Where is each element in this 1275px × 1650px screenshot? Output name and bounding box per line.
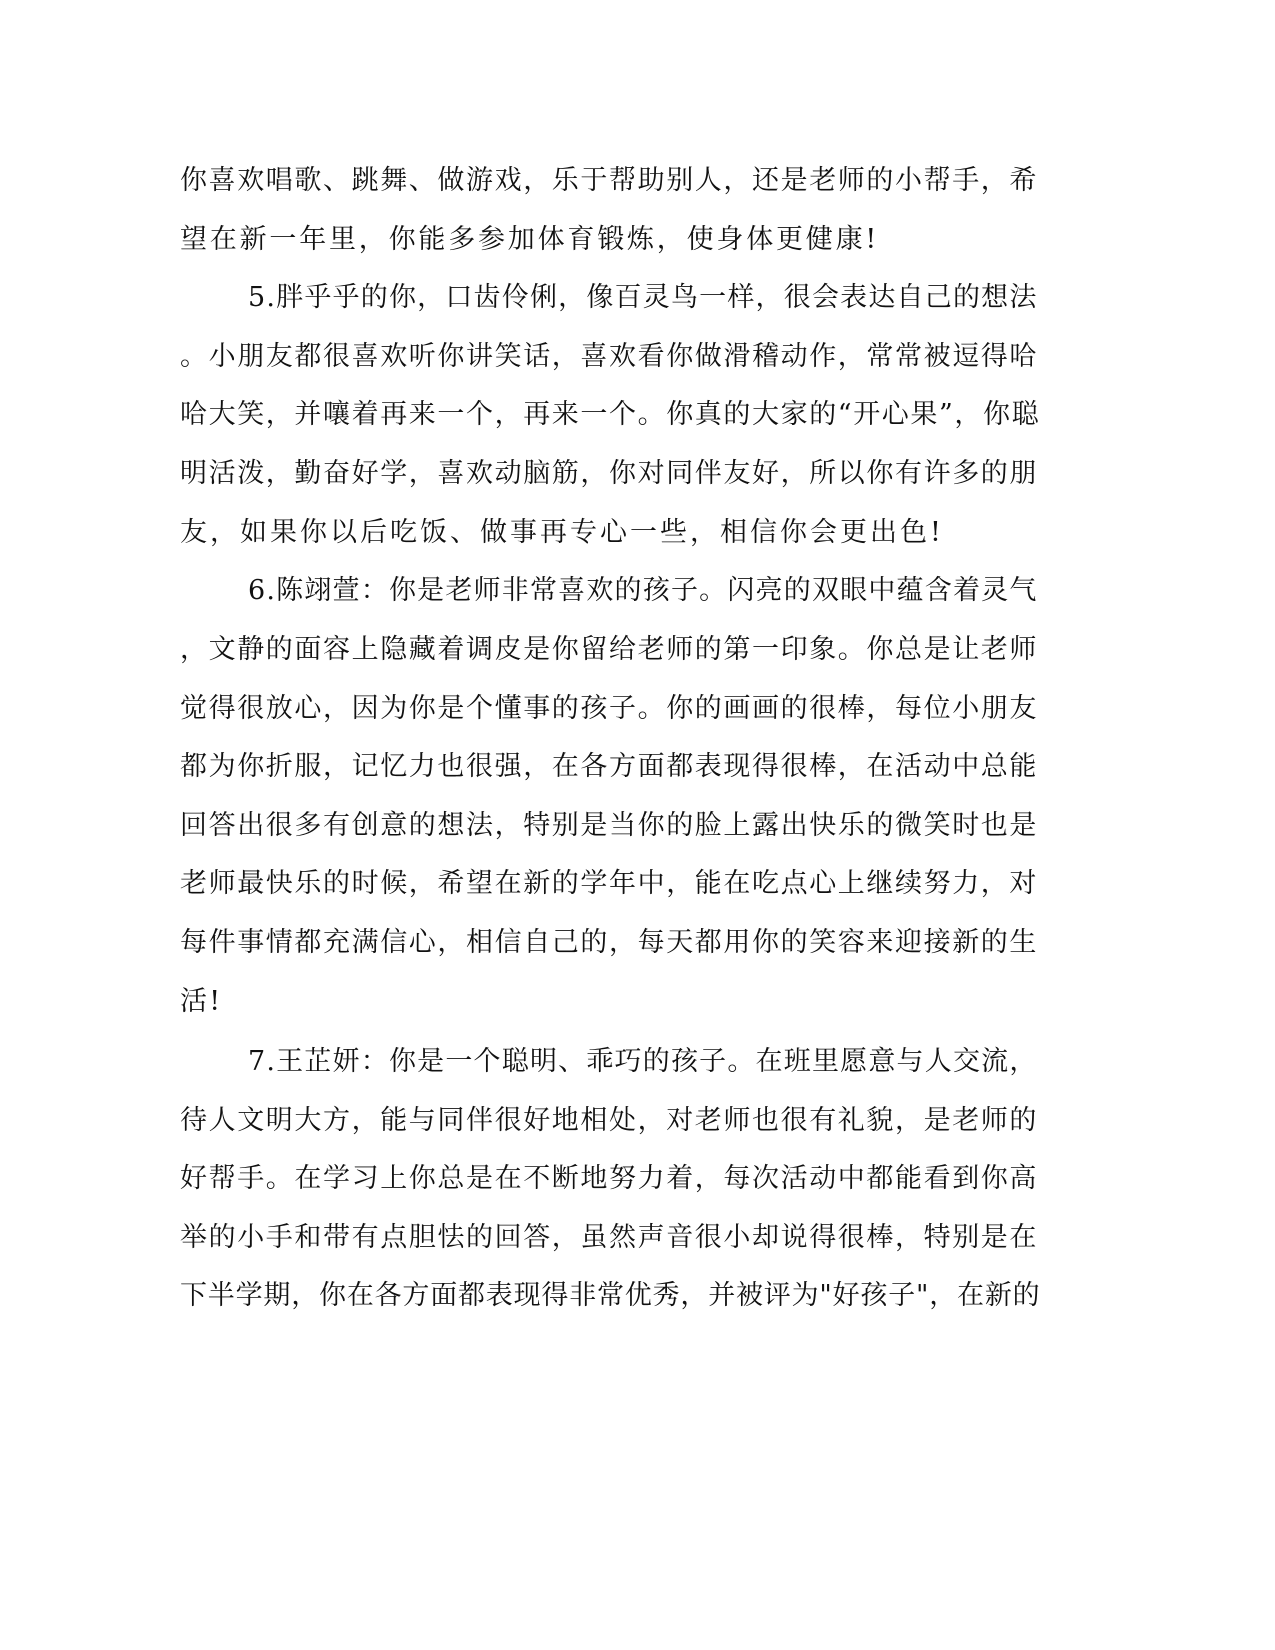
text-line: 。小朋友都很喜欢听你讲笑话，喜欢看你做滑稽动作，常常被逗得哈 <box>180 341 1038 372</box>
text-line: 5.胖乎乎的你，口齿伶俐，像百灵鸟一样，很会表达自己的想法 <box>248 282 1038 313</box>
text-line: 6.陈翊萱：你是老师非常喜欢的孩子。闪亮的双眼中蕴含着灵气 <box>248 575 1038 606</box>
text-line: 每件事情都充满信心，相信自己的，每天都用你的笑容来迎接新的生 <box>180 927 1038 958</box>
text-line: 举的小手和带有点胆怯的回答，虽然声音很小却说得很棒，特别是在 <box>180 1222 1038 1253</box>
text-line: 下半学期，你在各方面都表现得非常优秀，并被评为"好孩子"，在新的 <box>180 1280 1041 1311</box>
text-line: 待人文明大方，能与同伴很好地相处，对老师也很有礼貌，是老师的 <box>180 1105 1038 1136</box>
text-line: 7.王芷妍：你是一个聪明、乖巧的孩子。在班里愿意与人交流， <box>248 1046 1038 1077</box>
text-line: 明活泼，勤奋好学，喜欢动脑筋，你对同伴友好，所以你有许多的朋 <box>180 458 1038 489</box>
text-line: 都为你折服，记忆力也很强，在各方面都表现得很棒，在活动中总能 <box>180 751 1038 782</box>
text-line: 觉得很放心，因为你是个懂事的孩子。你的画画的很棒，每位小朋友 <box>180 693 1038 724</box>
text-line: 好帮手。在学习上你总是在不断地努力着，每次活动中都能看到你高 <box>180 1163 1038 1194</box>
text-line: 老师最快乐的时候，希望在新的学年中，能在吃点心上继续努力，对 <box>180 868 1038 899</box>
text-line: ，文静的面容上隐藏着调皮是你留给老师的第一印象。你总是让老师 <box>180 634 1038 665</box>
text-line: 友，如果你以后吃饭、做事再专心一些，相信你会更出色! <box>180 517 944 548</box>
text-line: 望在新一年里，你能多参加体育锻炼，使身体更健康! <box>180 224 880 255</box>
text-line: 哈大笑，并嚷着再来一个，再来一个。你真的大家的“开心果”，你聪 <box>180 399 1041 430</box>
text-line: 你喜欢唱歌、跳舞、做游戏，乐于帮助别人，还是老师的小帮手，希 <box>180 165 1038 196</box>
text-line: 回答出很多有创意的想法，特别是当你的脸上露出快乐的微笑时也是 <box>180 810 1038 841</box>
text-line: 活! <box>180 986 223 1017</box>
